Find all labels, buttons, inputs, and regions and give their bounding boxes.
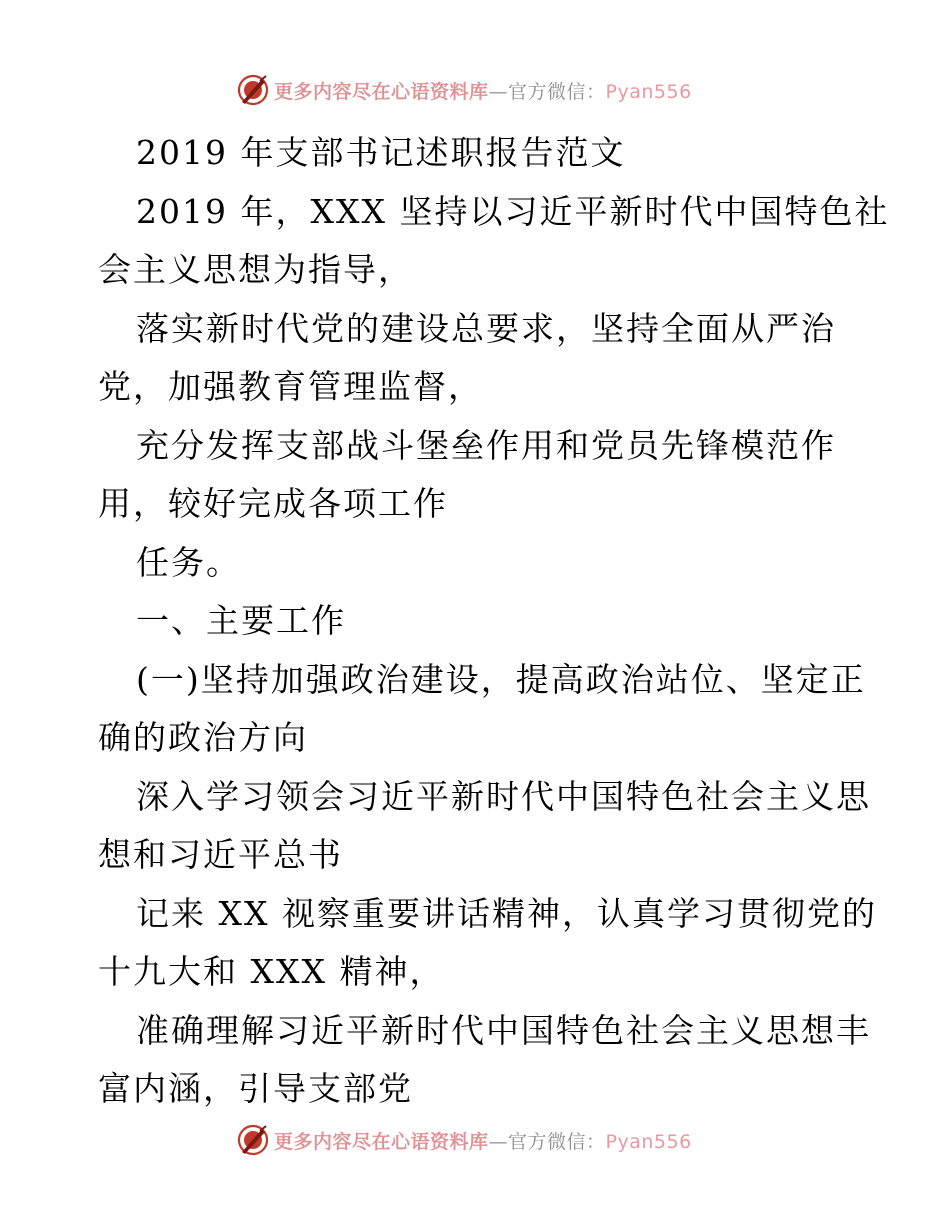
document-body [98,124,890,1119]
quill-pen-seal-icon [236,1123,270,1157]
doc-line: 落实新时代党的建设总要求，坚持全面从严治 [136,308,836,348]
doc-line: 2019 年，XXX 坚持以习近平新时代中国特色社 [136,191,890,231]
doc-line: 富内涵，引导支部党 [98,1069,413,1108]
doc-line: 十九大和 XXX 精神， [98,952,445,991]
watermark-dash: — [488,80,509,103]
watermark-dash: — [488,1130,509,1153]
watermark-brand: 更多内容尽在心语资料库 [274,80,489,103]
watermark-text [274,77,692,104]
watermark-id: Pyan556 [605,1130,692,1153]
doc-line: 想和习近平总书 [98,835,343,874]
watermark-text [274,1127,692,1154]
doc-line: 确的政治方向 [98,718,308,757]
quill-pen-seal-icon [236,73,270,107]
doc-line: 用，较好完成各项工作 [98,484,448,523]
doc-line: 党，加强教育管理监督， [98,367,483,406]
doc-line: 会主义思想为指导， [98,250,413,289]
doc-line: 2019 年支部书记述职报告范文 [136,133,626,172]
watermark-footer [236,1122,692,1158]
doc-line: 记来 XX 视察重要讲话精神，认真学习贯彻党的 [136,893,877,933]
doc-line: 准确理解习近平新时代中国特色社会主义思想丰 [136,1010,871,1050]
watermark-official: 官方微信： [508,80,606,103]
doc-line: 一、主要工作 [136,601,346,640]
doc-line: 任务。 [136,542,241,582]
doc-line: (一)坚持加强政治建设，提高政治站位、坚定正 [136,659,866,699]
doc-line: 充分发挥支部战斗堡垒作用和党员先锋模范作 [136,425,836,465]
watermark-brand: 更多内容尽在心语资料库 [274,1130,489,1153]
doc-line: 深入学习领会习近平新时代中国特色社会主义思 [136,776,871,816]
watermark-id: Pyan556 [605,80,692,103]
watermark-official: 官方微信： [508,1130,606,1153]
watermark-header [236,72,692,108]
